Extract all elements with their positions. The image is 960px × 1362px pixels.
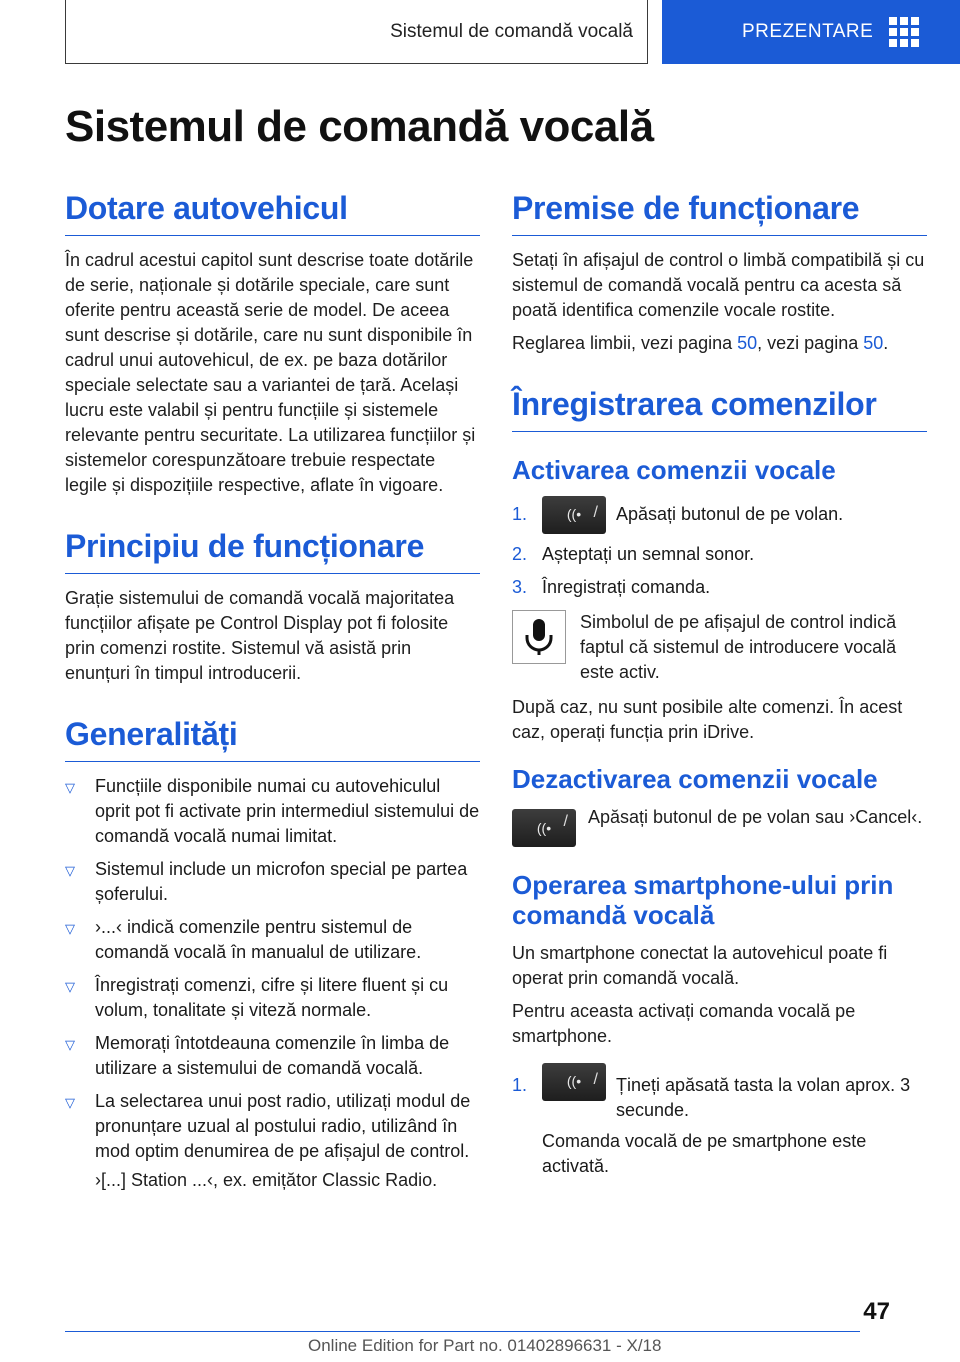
text-smartphone-1: Un smartphone conectat la autovehicul poate fi operat prin comandă vocală. — [512, 942, 888, 988]
grid-menu-icon[interactable] — [889, 17, 919, 47]
mic-note — [512, 610, 927, 685]
step-number: 1. — [512, 504, 528, 525]
ref-text: . — [883, 333, 889, 353]
step-item — [512, 1063, 927, 1179]
list-item-text: La selectarea unui post radio, utilizați modul de pronunțare uzual al postului radio, utilizând în mod optim denumirea de pe afișajul de control. — [95, 1091, 471, 1161]
heading-generalitati: Generalități — [65, 716, 480, 762]
smartphone-steps — [512, 1063, 927, 1179]
slash-mark-icon: / — [593, 503, 598, 521]
ref-text: Reglarea limbii, vezi pagina — [512, 333, 738, 353]
text-smartphone-2: Pentru aceasta activați comanda vocală pe smartphone. — [512, 1000, 856, 1046]
list-item: ▽ Funcțiile disponibile numai cu autovehiculul oprit pot fi activate prin intermediul sistemului de comandă vocală numai limitat. — [65, 774, 480, 849]
list-item: ▽ Înregistrați comenzi, cifre și litere fluent și cu volum, tonalitate și viteză normale. — [65, 973, 480, 1023]
page-title: Sistemul de comandă vocală — [65, 102, 654, 151]
list-item: ▽ Memorați întotdeauna comenzile în limba de utilizare a sistemului de comandă vocală. — [65, 1031, 480, 1081]
text-reference — [512, 331, 927, 356]
step-text: Înregistrați comanda. — [542, 576, 711, 597]
step-number: 2. — [512, 543, 528, 564]
voice-waves-icon: ((• — [566, 1073, 582, 1090]
header-chapter-tab[interactable] — [662, 0, 960, 64]
step-item — [512, 575, 927, 600]
step-item — [512, 542, 927, 567]
step-text: Așteptați un semnal sonor. — [542, 543, 755, 564]
heading-dezactivare: Dezactivarea comenzii vocale — [512, 763, 878, 794]
heading-inregistrare: Înregistrarea comenzilor — [512, 386, 927, 432]
list-item-example: ›[...] Station ...‹, ex. emițător Classic Radio. — [95, 1170, 438, 1190]
chapter-label: PREZENTARE — [742, 21, 874, 42]
voice-waves-icon: ((• — [536, 819, 552, 836]
step-content — [542, 1063, 927, 1179]
section-generalitati — [65, 716, 480, 1193]
step-text: Apăsați butonul de pe volan. — [616, 504, 844, 525]
text-principiu: Grație sistemului de comandă vocală majoritatea funcțiilor afișate pe Control Display pot fi folosite prin comenzi rostite. Sistemul vă asistă prin enunțuri în timpul introducerii. — [65, 588, 455, 683]
section-inregistrare — [512, 386, 927, 1179]
step-line — [542, 1063, 927, 1123]
voice-button-icon — [542, 1063, 606, 1101]
text-after-steps: După caz, nu sunt posibile alte comenzi. În acest caz, operați funcția prin iDrive. — [512, 696, 903, 742]
dezactivare-row — [512, 805, 927, 847]
text-premise: Setați în afișajul de control o limbă compatibilă și cu sistemul de comandă vocală pentru ca acesta să poată identifica comenzile vocale rostite. — [512, 250, 925, 320]
heading-smartphone: Operarea smartphone-ului prin comandă vocală — [512, 869, 894, 930]
heading-activare: Activarea comenzii vocale — [512, 455, 836, 485]
step-text: Țineți apăsată tasta la volan aprox. 3 secunde. — [616, 1074, 911, 1120]
section-premise — [512, 190, 927, 356]
footer-divider — [65, 1331, 860, 1332]
slash-mark-icon: / — [563, 812, 568, 830]
voice-button-icon — [512, 809, 576, 847]
slash-mark-icon: / — [593, 1070, 598, 1088]
text-dezactivare: Apăsați butonul de pe volan sau ›Cancel‹. — [588, 806, 923, 827]
right-column — [512, 190, 927, 1189]
voice-button-icon — [542, 496, 606, 534]
step-item — [512, 496, 927, 534]
section-principiu — [65, 528, 480, 686]
section-dotare — [65, 190, 480, 498]
header-section-title — [65, 0, 648, 64]
heading-premise: Premise de funcționare — [512, 190, 927, 236]
list-item-radio — [65, 1089, 480, 1193]
activare-steps — [512, 496, 927, 600]
heading-principiu: Principiu de funcționare — [65, 528, 480, 574]
page-link[interactable]: 50 — [863, 333, 884, 353]
voice-waves-icon: ((• — [566, 506, 582, 523]
ref-text: , vezi pagina — [757, 333, 864, 353]
page-number: 47 — [863, 1298, 890, 1325]
step-number: 1. — [512, 1074, 528, 1095]
page-link[interactable]: 50 — [737, 333, 758, 353]
text-dotare: În cadrul acestui capitol sunt descrise toate dotările de serie, naționale și dotările speciale, care sunt oferite pentru această serie de model. De aceea sunt descrise și dotările, care nu sunt disponibile în cadrul unui autovehicul, de ex. pe baza dotărilor speciale selectate sau a variantei de țară. Același lucru este valabil și pentru funcțiile și sistemele relevante pentru securitate. La utilizarea funcțiilor și sistemelor corespunzătoare trebuie respectate legile și dispozițiile respective, aflate în vigoare. — [65, 250, 476, 495]
list-item: ▽ Sistemul include un microfon special pe partea șoferului. — [65, 857, 480, 907]
footer-edition: Online Edition for Part no. 01402896631 - X/18 — [308, 1336, 662, 1355]
step-result: Comanda vocală de pe smartphone este activată. — [542, 1130, 867, 1176]
microphone-icon — [512, 610, 566, 664]
step-number: 3. — [512, 576, 528, 597]
list-item: ▽ ›...‹ indică comenzile pentru sistemul de comandă vocală în manualul de utilizare. — [65, 915, 480, 965]
heading-dotare: Dotare autovehicul — [65, 190, 480, 236]
left-column — [65, 190, 480, 1223]
section-title-text: Sistemul de comandă vocală — [390, 20, 633, 42]
generalitati-list — [65, 774, 480, 1193]
mic-note-text: Simbolul de pe afișajul de control indică faptul că sistemul de introducere vocală este activ. — [580, 611, 897, 682]
